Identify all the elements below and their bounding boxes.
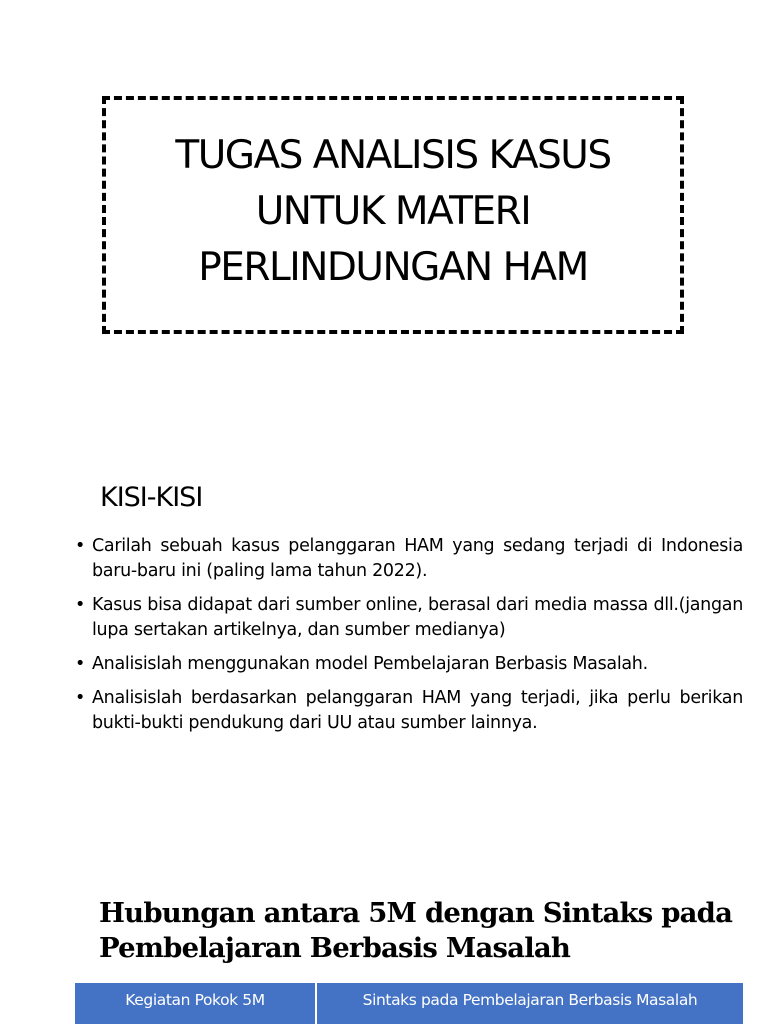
section-heading: [99, 896, 749, 966]
section-heading-line-1: Hubungan antara 5M dengan Sintaks pada: [99, 897, 733, 929]
document-title: [175, 128, 610, 302]
title-box: [102, 96, 684, 334]
title-line-3: PERLINDUNGAN HAM: [198, 245, 588, 290]
list-item: [75, 686, 743, 736]
title-line-1: TUGAS ANALISIS KASUS: [175, 133, 611, 178]
bullet-icon: •: [75, 654, 86, 674]
kisi-kisi-list: [75, 534, 743, 745]
list-item: [75, 593, 743, 643]
bullet-icon: •: [75, 536, 86, 556]
kisi-kisi-heading: KISI-KISI: [100, 482, 203, 513]
table-header-cell-sintaks: Sintaks pada Pembelajaran Berbasis Masalah: [362, 991, 698, 1009]
list-item: [75, 652, 743, 677]
list-item-text: Analisislah berdasarkan pelanggaran HAM yang terjadi, jika perlu berikan bukti-bukti pendukung dari UU atau sumber lainnya.: [92, 688, 743, 733]
title-line-2: UNTUK MATERI: [255, 189, 531, 234]
list-item: [75, 534, 743, 584]
list-item-text: Kasus bisa didapat dari sumber online, berasal dari media massa dll.(jangan lupa sertakan artikelnya, dan sumber medianya): [92, 595, 743, 640]
table-header-row: [75, 983, 743, 1024]
bullet-icon: •: [75, 688, 86, 708]
section-heading-line-2: Pembelajaran Berbasis Masalah: [99, 932, 571, 964]
table-header-cell-kegiatan: Kegiatan Pokok 5M: [75, 983, 317, 1024]
list-item-text: Carilah sebuah kasus pelanggaran HAM yang sedang terjadi di Indonesia baru-baru ini (paling lama tahun 2022).: [92, 536, 743, 581]
list-item-text: Analisislah menggunakan model Pembelajaran Berbasis Masalah.: [92, 654, 648, 674]
bullet-icon: •: [75, 595, 86, 615]
